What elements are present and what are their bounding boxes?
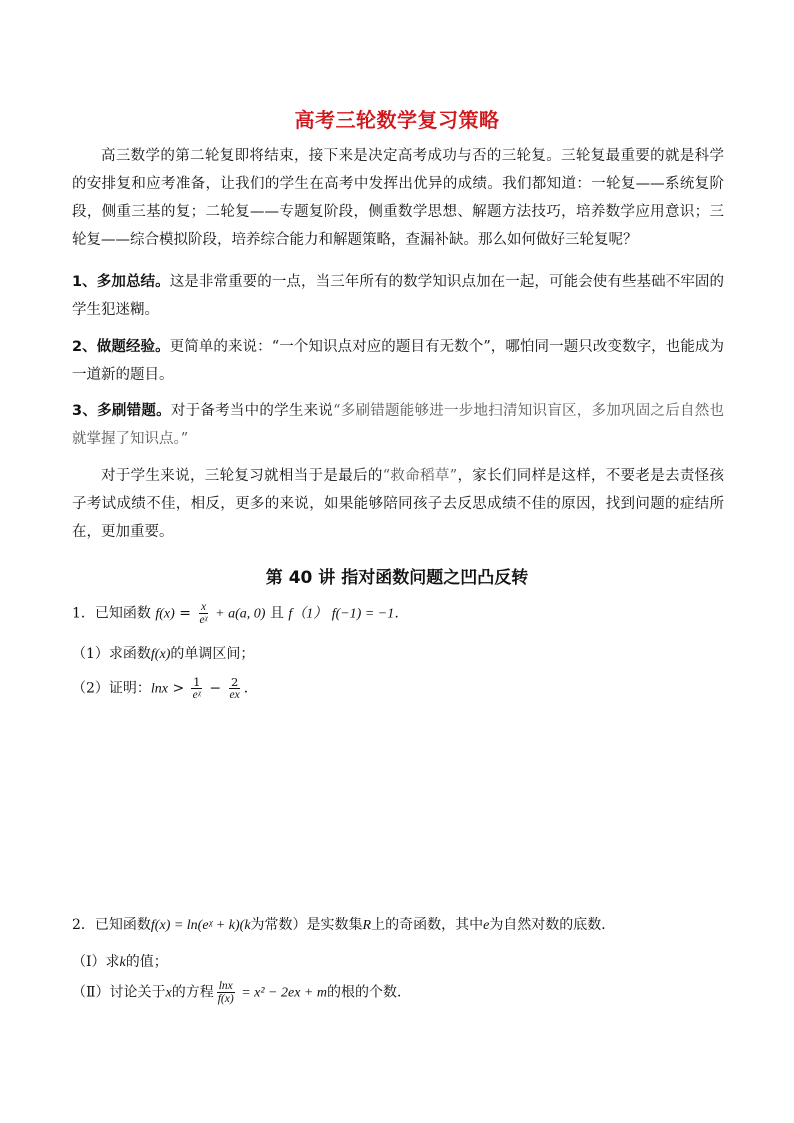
closing-text-post: ，家长们同样是这样，不要老是去责怪孩子考试成绩不佳，相反，更多的来说，如果能够陪同孩子去反思成绩不佳的原因，找到问题的症结所在，更加重要。 (72, 468, 724, 540)
p1-rest2: 且 (269, 605, 284, 622)
p2-R: R (362, 918, 372, 933)
closing-paragraph (72, 462, 724, 546)
p1-q2-frac1-den: eᵡ (192, 689, 201, 701)
closing-text-pre: 对于学生来说，三轮复习就相当于是最后的 (101, 468, 383, 484)
closing-quote: “救命稻草” (382, 468, 458, 484)
tip-2 (72, 333, 724, 389)
lecture-title: 第 40 讲 指对函数问题之凹凸反转 (265, 568, 529, 588)
tip-3-quote: “多刷错题能够进一步地扫清知识盲区，多加巩固之后自然也就掌握了知识点。” (72, 403, 724, 447)
p2-post2: 上的奇函数，其中 (371, 917, 484, 933)
p1-q2-pre: （2）证明： (72, 680, 151, 697)
tip-1-heading: 1、多加总结。 (72, 274, 170, 290)
problem-2-part-1 (72, 951, 168, 971)
problem-2-part-2 (72, 980, 411, 1005)
tip-1 (72, 268, 724, 324)
p1-f1: f（1） (288, 606, 328, 622)
p1-rest3: f(−1) = −1． (331, 606, 409, 622)
p1-q2-end: ． (243, 680, 258, 697)
p1-q2-frac2-den: ex (229, 689, 240, 701)
p1-eq: = (174, 605, 196, 622)
p1-q2-minus: − (204, 680, 226, 697)
p2-lead: 2．已知函数 (72, 917, 151, 933)
tip-3-heading: 3、多刷错题。 (72, 403, 171, 419)
p1-q2-frac-2 (228, 676, 242, 701)
p1-rest1: + a(a, 0) (211, 606, 266, 622)
p2-q2-post: 的根的个数． (327, 984, 411, 1001)
p2-post3: 为自然对数的底数． (489, 917, 616, 933)
p1-q2-lnx: lnx (150, 681, 169, 697)
p1-q2-frac-1 (191, 676, 203, 701)
p2-q1-pre: （Ⅰ）求 (72, 954, 120, 970)
problem-1-statement (72, 601, 408, 626)
p2-q1-k: k (119, 955, 126, 970)
intro-paragraph: 高三数学的第二轮复即将结束，接下来是决定高考成功与否的三轮复。三轮复最重要的就是科学的安排复和应考准备，让我们的学生在高考中发挥出优异的成绩。我们都知道：一轮复——系统复阶段，侧重三基的复；二轮复——专题复阶段，侧重数学思想、解题方法技巧，培养数学应用意识；三轮复——综合模拟阶段，培养综合能力和解题策略，查漏补缺。那么如何做好三轮复呢？ (72, 148, 724, 248)
p2-e: e (483, 918, 490, 933)
problem-1-part-2 (72, 676, 258, 701)
p2-q1-post: 的值； (125, 954, 168, 970)
p2-q2-fraction (216, 980, 236, 1005)
p2-q2-mid: 的方程 (171, 984, 214, 1001)
p1-q1-pre: （1）求函数 (72, 646, 151, 662)
p1-q2-gt: > (168, 680, 189, 697)
tip-3 (72, 397, 724, 453)
p2-q2-den: f(x) (217, 993, 234, 1005)
tip-3-body: 对于备考当中的学生来说 (170, 403, 334, 419)
tip-2-heading: 2、做题经验。 (72, 339, 170, 355)
p1-lead: 1．已知函数 (72, 605, 151, 622)
p1-fraction (197, 601, 209, 626)
p2-q2-x: x (165, 985, 172, 1001)
p1-q2-frac2-num: 2 (230, 675, 239, 689)
p2-q2-num: lnx (218, 980, 233, 992)
tip-2-body: 更简单的来说：“一个知识点对应的题目有无数个”，哪怕同一题只改变数字，也能成为一道新的题目。 (72, 339, 725, 383)
page-title: 高考三轮数学复习策略 (294, 108, 500, 132)
p2-post1: 为常数）是实数集 (250, 917, 363, 933)
p2-fx: f(x) = ln(eᵡ + k)(k (150, 918, 251, 933)
p1-frac-num: x (201, 601, 207, 613)
p1-q1-post: 的单调区间； (170, 646, 255, 662)
tip-1-body: 这是非常重要的一点，当三年所有的数学知识点加在一起，可能会使有些基础不牢固的学生犯迷糊。 (72, 274, 725, 318)
p1-frac-den: eᵡ (199, 614, 208, 626)
p1-q2-frac1-num: 1 (193, 675, 201, 689)
p2-q2-pre: （Ⅱ）讨论关于 (72, 984, 166, 1001)
p1-q1-fx: f(x) (150, 647, 171, 662)
p1-fx: f(x) (155, 606, 175, 622)
problem-1-part-1 (72, 643, 254, 663)
problem-2-statement (72, 914, 615, 934)
p2-q2-rhs: = x² − 2ex + m (237, 985, 327, 1001)
